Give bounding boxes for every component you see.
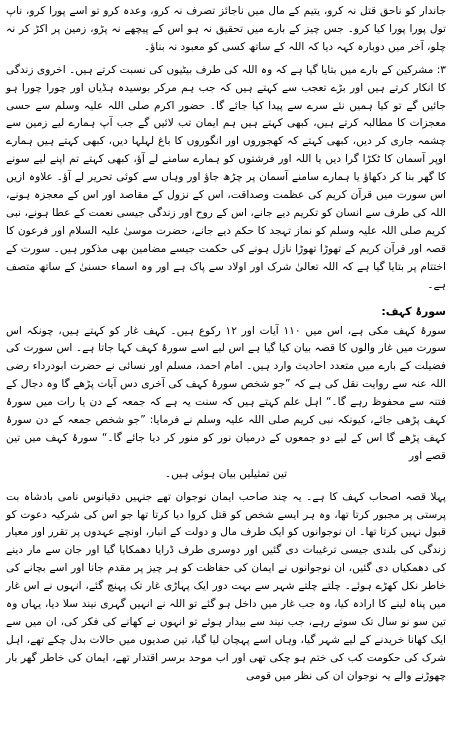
section-heading-kahf: سورۂ کہف:	[381, 304, 446, 318]
paragraph-polytheists: ۳: مشرکین کے بارے میں بتایا گیا ہے کہ وہ اللہ کی طرف بیٹیوں کی نسبت کرتے ہیں۔ اخروی زندگی کا انکار کرتے ہیں اور بڑے تعجب سے کہتے ہیں کہ جب ہم مرکر بوسیدہ ہڈیاں اور چورا چورا ہو جائیں گے تو کیا ہمیں نئے سرے سے پیدا کیا جائے گا۔ حضور اکرم صلی اللہ علیہ وسلم سے حسی معجزات کا مطالبہ کرتے ہیں، کبھی کہتے ہیں ہم ایمان تب لائیں گے جب آپ ہمارے لیے زمین سے چشمہ جاری کر دیں، کبھی کہتے کہ کھجوروں اور انگوروں کا باغ لہلہا دیں، کبھی کہتے ہیں ہمارے اوپر آسمان کا ٹکڑا گرا دیں یا اللہ اور فرشتوں کو ہمارے سامنے لے آؤ، کبھی کہتے تم اپنے لیے سونے کا گھر بنا کر دکھاؤ یا ہمارے سامنے آسمان پر چڑھ جاؤ اور وہاں سے کوئی تحریر لے آؤ۔ علاوہ ازیں اس سورت میں قرآن کریم کی عظمت وصداقت، اس کے نزول کے مقاصد اور اس کے معجزہ ہونے، اللہ کی طرف سے انسان کو تکریم دیے جانے، اس کے روح اور زندگی جیسی نعمت کے عطا ہونے، نبی کریم صلی اللہ علیہ وسلم کو نماز تہجد کا حکم دیے جانے، حضرت موسیٰ علیہ السلام اور فرعون کا قصہ اور قرآن کریم کے تھوڑا تھوڑا نازل ہونے کی حکمت جیسے مضامین بھی مذکور ہیں۔ سورت کے اختتام پر بتایا گیا ہے کہ اللہ تعالیٰ شرک اور اولاد سے پاک ہے اور وہ اسماء حسنیٰ کے ساتھ متصف ہے۔	[6, 63, 446, 291]
paragraph-kahf-intro: سورۂ کہف مکی ہے، اس میں ۱۱۰ آیات اور ۱۲ رکوع ہیں۔ کہف غار کو کہتے ہیں، چونکہ اس سورت میں غار والوں کا قصہ بیان کیا گیا ہے اس لیے اسے سورۂ کہف کہا جاتا ہے۔ اس سورت کی فضیلت کے بارے میں متعدد احادیث وارد ہیں۔ امام احمد، مسلم اور نسائی نے حضرت ابودرداء رضی اللہ عنہ سے روایت نقل کی ہے کہ ”جو شخص سورۂ کہف کی آخری دس آیات پڑھے گا وہ دجال کے فتنہ سے محفوظ رہے گا۔“ اہل علم کہتے ہیں کہ سنت یہ ہے کہ جمعہ کے دن یا رات میں سورۂ کہف پڑھی جائے، کیونکہ نبی کریم صلی اللہ علیہ وسلم نے فرمایا: ”جو شخص جمعہ کے دن سورۂ کہف پڑھے گا اس کے لیے دو جمعوں کے درمیان نور کو منور کر دیا جائے گا۔“ سورۂ کہف میں تین قصے اور	[6, 324, 446, 462]
paragraph-commandments: جاندار کو ناحق قتل نہ کرو، یتیم کے مال میں ناجائز تصرف نہ کرو، وعدہ کرو تو اسے پورا کرو، ناپ تول پورا پورا کیا کرو۔ جس چیز کے بارے میں تحقیق نہ ہو اس کے پیچھے نہ پڑو، زمین پر اکڑ کر نہ چلو، آخر میں دوبارہ کہہ دیا کہ اللہ کے ساتھ کسی کو معبود نہ بناؤ۔	[6, 5, 446, 53]
centered-line-parables: تین تمثیلیں بیان ہوئی ہیں۔	[164, 467, 288, 480]
paragraph-ashab-kahf: پہلا قصہ اصحاب کہف کا ہے۔ یہ چند صاحب ایمان نوجوان تھے جنہیں دقیانوس نامی بادشاہ بت پرستی پر مجبور کرتا تھا، وہ ہر ایسے شخص کو قتل کروا دیا کرتا تھا جو اس کی شرکیہ دعوت کو قبول نہیں کرتا تھا۔ ان نوجوانوں کو ایک طرف مال و دولت کے انبار، اونچے عہدوں پر تقرر اور معیار زندگی کی بلندی جیسی ترغیبات دی گئیں اور دوسری طرف ڈرایا دھمکایا گیا اور جان سے مار دینے کی دھمکیاں دی گئیں، ان نوجوانوں نے ایمان کی حفاظت کو ہر چیز پر مقدم جانا اور اسے بچانے کی خاطر نکل کھڑے ہوئے۔ چلتے چلتے شہر سے بہت دور ایک پہاڑی غار تک پہنچ گئے، انہوں نے اس غار میں پناہ لینے کا ارادہ کیا، وہ جب غار میں داخل ہو گئے تو اللہ نے انہیں گہری نیند سلا دیا، یہاں وہ تین سو نو سال تک سوتے رہے، جب نیند سے بیدار ہوئے تو انہوں نے کھانے کی فکر کی، ان میں سے ایک کھانا خریدنے کے لیے شہر گیا، وہاں اسے پہچان لیا گیا، تین صدیوں میں حالات بدل چکے تھے، اہل شرک کی حکومت کب کی ختم ہو چکی تھی اور اب موحد برسر اقتدار تھے، ایمان کی خاطر گھر بار چھوڑنے والے یہ نوجوان ان کی نظر میں قومی	[6, 490, 446, 682]
